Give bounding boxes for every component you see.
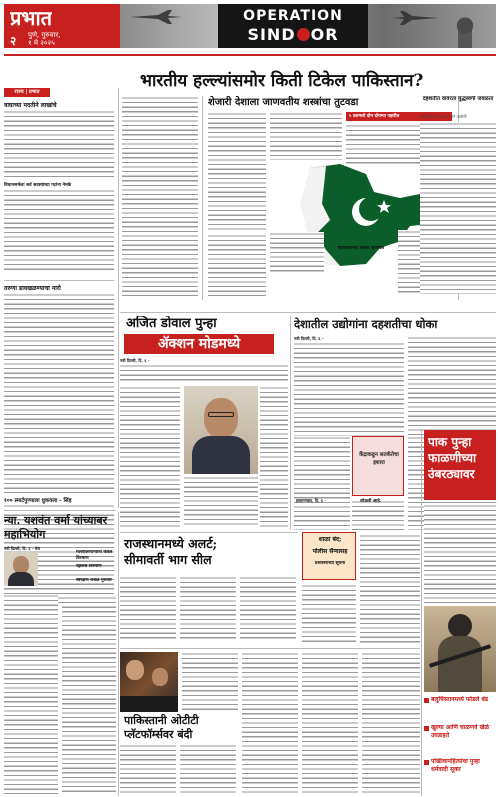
right-sidebar-tag: दहशतीत वावरता युद्धस्वर्गी जवळता [422,96,494,102]
operation-sindoor-banner [120,4,496,48]
bullet-text-2: खुल्या आणि चाळणवे खेळे उघडाहते [431,724,490,739]
left-column-rule [118,88,119,508]
lead-subcol-d [270,232,324,272]
doval-body-top [120,364,288,384]
rajasthan-body-a [120,576,176,642]
varma-bullet-1: मलपालणाऱ्यांनी केवल विरमाण [76,550,113,561]
industry-body-b [408,336,496,436]
industry-inset-caption: केंद्राकडून सतर्कतेचा इशारा [359,452,399,466]
ott-body-e [302,652,358,794]
sindoor-dot-icon [297,28,310,41]
banner-word-operation: OPERATION [243,8,343,24]
industry-body-a [294,342,404,436]
lead-subheadline: शेजारी देशाला जाणवतीय शस्त्रांचा तुटवडा [208,97,359,108]
masthead-logo: प्रभात [10,7,53,29]
masthead-city: पुणे, गुरुवार, [28,31,61,39]
pakistan-red-headline: पाक पुन्हा फाळणीच्या उंबरठ्यावर [428,435,477,481]
doval-glasses [208,412,234,417]
varma-story [4,514,116,796]
masthead-rule [4,54,496,56]
varma-coat [8,572,34,586]
lead-col-rule [202,96,203,300]
bullet-item-3 [424,758,496,794]
militant-photo [424,606,496,692]
story3-headline: तरुणा डावखळण्याचा नारो [4,285,61,292]
right-sidebar-sub: पाकिस्तान हल्ला प्रसंगाने आरोपी [420,114,467,119]
varma-bullet-2: रद्दलिस विरमाण [76,564,102,569]
page-number: २ [10,34,17,48]
bullet-marker-2 [424,726,429,731]
ott-collage-strip [120,696,178,712]
doval-body-under [184,476,258,528]
doval-headline-2: ॲक्शन मोडमध्ये [124,334,274,354]
rajasthan-box-line1: शाळा बंद; [318,536,342,543]
ott-headline-2: प्लॅटफॉर्म्सवर बंदी [124,728,193,741]
masthead-logo-box [4,4,120,48]
rajasthan-body-d [302,584,356,644]
doval-rule [290,316,291,530]
story4-headline: १०० स्मार्टपुण्याला धुकवला - सिंह [4,498,72,504]
left-rule-1 [4,280,114,281]
militant-head [448,614,472,638]
doval-photo [184,386,258,474]
ott-body-d [242,652,298,794]
bullet-marker-3 [424,760,429,765]
soldier-silhouette [450,16,480,48]
ott-collage-face1 [126,660,144,680]
banner-word-sind: SIND [247,25,296,44]
varma-top-rule [4,510,116,511]
bullet-item-2 [424,724,496,754]
militant-body [438,636,482,692]
doval-face [204,398,238,438]
varma-dateline: नवी दिल्ली, दि. ६ - मेस [4,546,40,551]
section-tag: राज्य | प्रभात [4,88,50,97]
right-sidebar-box [420,96,496,298]
banner-word-or: OR [310,25,339,44]
lead-subcol-e [208,234,266,296]
masthead-date: १ मे २०२५ [28,39,55,47]
ott-collage-face2 [152,668,168,686]
rajasthan-headline-2: सीमावर्ती भाग सील [124,552,212,567]
rajasthan-story [120,536,298,646]
doval-coat [192,436,250,474]
story3-body [4,293,114,493]
ott-body-f [362,652,420,794]
lead-bottom-rule [120,312,496,313]
rajasthan-box-line2: पोलीस सैन्यासह [312,548,348,555]
lead-headline: भारतीय हल्ल्यांसमोर किती टिकेल पाकिस्तान? [140,71,424,91]
fighter-jet-icon [128,8,184,26]
story1-headline: वाघाच्या मदतीने लाखांचे [4,102,57,109]
lead-box-tag: ५ दशमध्ये दोन दोपम्या पहारीत [346,112,452,121]
bullet-text-3: पख्तिवानहित्यांचा पुन्हा धर्मवादी सूक्त [431,758,480,773]
ott-body-a [182,652,238,712]
masthead [4,4,496,62]
lead-subcol-a [208,112,266,230]
pakistan-red-box [424,430,496,500]
industry-inset [352,436,404,496]
varma-rule [118,512,119,796]
rajasthan-body-b [180,576,236,642]
pakistan-red-body [424,504,496,604]
bullet-text-1: बलुचिस्तानमध्ये फोडले बंड [431,696,489,703]
ott-body-c [180,744,236,794]
right-column-rule [421,430,422,796]
islamabad-story [296,500,420,530]
varma-body-a [40,550,74,590]
story1-body [4,110,114,178]
rajasthan-body-e [360,534,420,644]
industry-story [294,316,496,436]
varma-body-c [62,596,116,794]
varma-body-b [4,594,58,794]
doval-story [120,316,288,530]
ott-collage-photo [120,652,178,712]
ott-headline-1: पाकिस्तानी ओटीटी [124,714,199,727]
doval-body-right [260,386,288,528]
islamabad-dateline: इस्लामाबाद, दि. ६ - [296,498,327,503]
industry-headline: देशातील उद्योगांना दहशतीचा धोका [294,317,438,331]
doval-body-left [120,386,180,528]
bullet-list [424,696,496,796]
islamabad-kicker: शोधली आहे. [360,499,382,504]
pakistan-map-caption: पाकिस्तानला तब्बल जाणवेल [337,246,385,251]
ott-top-rule [120,648,420,649]
bullet-marker-1 [424,698,429,703]
fighter-jet-icon-2 [390,10,440,26]
industry-dateline: नवी दिल्ली, दि. ६ - [294,336,324,341]
story2-headline: विधानसभेला सर्व सदस्यांच्या गटांना नेमके [4,183,72,188]
doval-dateline: नवी दिल्ली, दि. ६ - [120,358,150,363]
varma-bullets [76,550,116,594]
rajasthan-box-line3: प्रशासनाच्या सूचना [314,561,346,566]
ott-body-b [120,744,176,794]
rajasthan-body-c [240,576,296,642]
lead-col1-body [122,96,198,296]
rajasthan-top-rule [120,532,298,533]
varma-photo [4,552,38,586]
lead-subcol-b [270,112,342,160]
right-sidebar-body [420,122,496,294]
banner-word-sindoor [218,25,368,44]
varma-bullet-3: स्वरक्षण जवळ गुरुवार [76,578,112,583]
doval-headline-1: अजित डोवाल पुन्हा [126,316,217,331]
varma-headline: न्या. यशवंत वर्मा यांच्याबर महाभियोग [4,514,108,541]
bullet-item-1 [424,696,496,720]
rajasthan-headline-1: राजस्थानमध्ये अलर्ट; [124,536,218,551]
story2-body [4,189,114,271]
rajasthan-notice-box [302,532,356,580]
